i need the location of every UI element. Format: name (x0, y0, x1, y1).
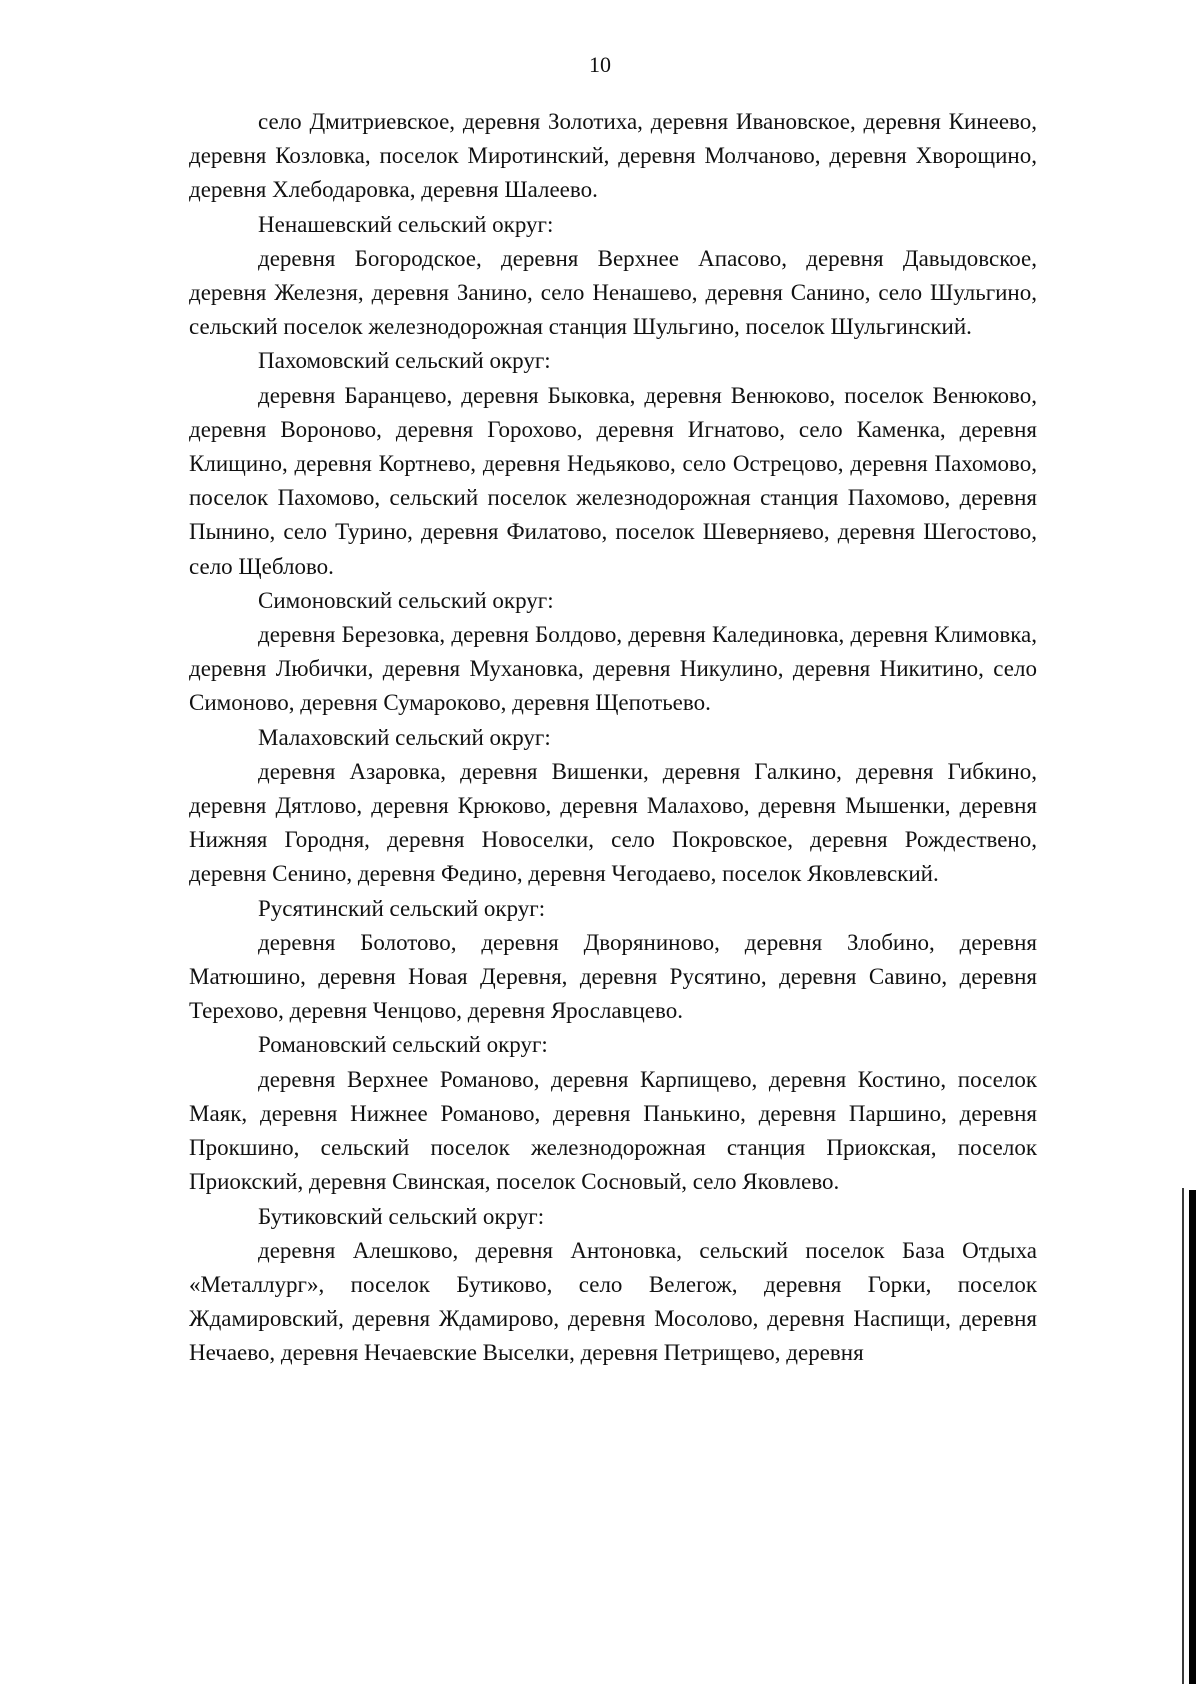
heading-pakhomovsky-okrug: Пахомовский сельский округ: (258, 348, 551, 374)
paragraph-malakhovsky-list: деревня Азаровка, деревня Вишенки, деревня Галкино, деревня Гибкино, деревня Дятлово, деревня Крюково, деревня Малахово, деревня Мышенки, деревня Нижняя Городня, деревня Новоселки, село Покровское, деревня Рождествено, деревня Сенино, деревня Федино, деревня Чегодаево, поселок Яковлевский. (189, 758, 1037, 887)
document-body (189, 105, 1037, 1371)
scan-edge-bar (1189, 1190, 1196, 1684)
heading-romanovsky-okrug: Романовский сельский округ: (258, 1032, 548, 1058)
paragraph-simonovsky-list: деревня Березовка, деревня Болдово, деревня Калединовка, деревня Климовка, деревня Любички, деревня Мухановка, деревня Никулино, деревня Никитино, село Симоново, деревня Сумароково, деревня Щепотьево. (189, 622, 1037, 716)
paragraph-rusyatinsky-list: деревня Болотово, деревня Дворяниново, деревня Злобино, деревня Матюшино, деревня Новая Деревня, деревня Русятино, деревня Савино, деревня Терехово, деревня Ченцово, деревня Ярославцево. (189, 929, 1037, 1024)
heading-butikovsky-okrug: Бутиковский сельский округ: (258, 1203, 545, 1229)
page-number: 10 (589, 52, 611, 77)
heading-rusyatinsky-okrug: Русятинский сельский округ: (258, 895, 546, 921)
heading-simonovsky-okrug: Симоновский сельский округ: (258, 587, 554, 613)
paragraph-dmitrievskoe-list: село Дмитриевское, деревня Золотиха, деревня Ивановское, деревня Кинеево, деревня Козловка, поселок Миротинский, деревня Молчаново, деревня Хворощино, деревня Хлебодаровка, деревня Шалеево. (189, 109, 1037, 203)
paragraph-butikovsky-list: деревня Алешково, деревня Антоновка, сельский поселок База Отдыха «Металлург», поселок Бутиково, село Велегож, деревня Горки, поселок Ждамировский, деревня Ждамирово, деревня Мосолово, деревня Наспищи, деревня Нечаево, деревня Нечаевские Выселки, деревня Петрищево, деревня (189, 1237, 1037, 1366)
paragraph-romanovsky-list: деревня Верхнее Романово, деревня Карпищево, деревня Костино, поселок Маяк, деревня Нижнее Романово, деревня Панькино, деревня Паршино, деревня Прокшино, сельский поселок железнодорожная станция Приокская, поселок Приокский, деревня Свинская, поселок Сосновый, село Яковлево. (189, 1066, 1037, 1195)
heading-malakhovsky-okrug: Малаховский сельский округ: (258, 724, 551, 750)
paragraph-nenashevsky-list: деревня Богородское, деревня Верхнее Апасово, деревня Давыдовское, деревня Железня, деревня Занино, село Ненашево, деревня Санино, село Шульгино, сельский поселок железнодорожная станция Шульгино, поселок Шульгинский. (189, 245, 1037, 340)
heading-nenashevsky-okrug: Ненашевский сельский округ: (258, 211, 554, 237)
paragraph-pakhomovsky-list: деревня Баранцево, деревня Быковка, деревня Венюково, поселок Венюково, деревня Вороново, деревня Горохово, деревня Игнатово, село Каменка, деревня Клищино, деревня Кортнево, деревня Недьяково, село Острецово, деревня Пахомово, поселок Пахомово, сельский поселок железнодорожная станция Пахомово, деревня Пынино, село Турино, деревня Филатово, поселок Шеверняево, деревня Шегостово, село Щеблово. (189, 382, 1037, 579)
scan-edge-thin-line (1182, 1188, 1184, 1684)
